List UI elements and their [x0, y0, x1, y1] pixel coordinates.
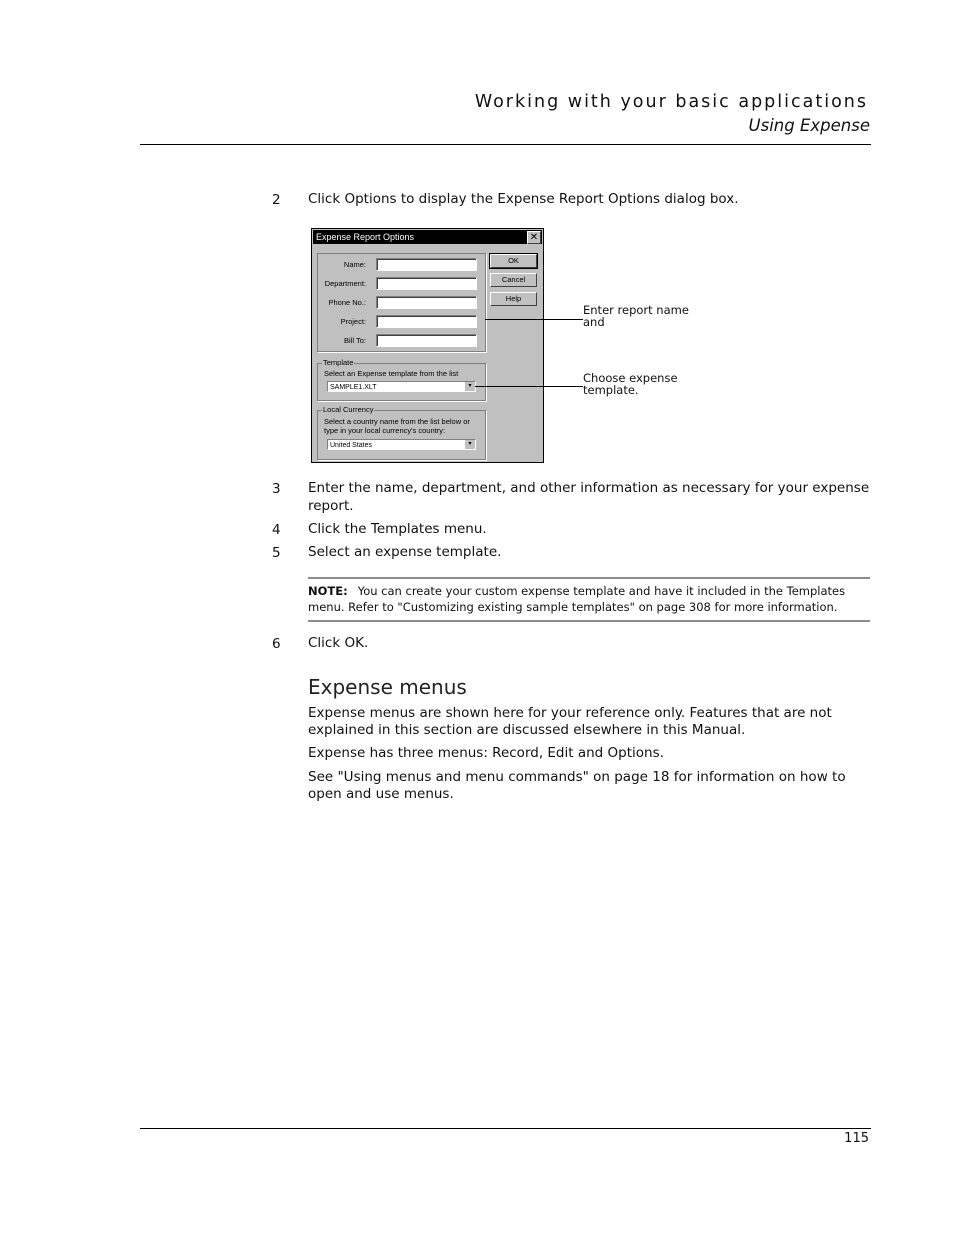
field-label-project: Project: [340, 317, 366, 326]
bill-to-field[interactable] [376, 334, 477, 347]
close-icon[interactable]: ✕ [527, 231, 541, 244]
paragraph: Expense menus are shown here for your reference only. Features that are not explained in this section are discussed elsewhere in this Manual. [308, 705, 832, 738]
paragraph: Expense has three menus: Record, Edit and Options. [308, 745, 664, 761]
step-number: 2 [272, 192, 281, 208]
step-text: Click the Templates menu. [308, 521, 487, 537]
currency-hint-line1: Select a country name from the list below or [324, 417, 470, 426]
callout-line2: template. [583, 383, 639, 397]
running-header-title: Working with your basic applications [474, 92, 868, 112]
currency-select[interactable] [327, 439, 476, 450]
note-label: NOTE: [308, 584, 348, 598]
template-select[interactable] [327, 381, 476, 392]
callout-line1: Enter report name [583, 303, 689, 317]
currency-hint-line2: type in your local currency's country: [324, 426, 446, 435]
note-rule-top [308, 577, 870, 579]
header-rule [140, 144, 871, 145]
step-number: 5 [272, 545, 281, 561]
currency-selected-value: United States [330, 442, 373, 449]
field-label-name: Name: [343, 260, 366, 269]
running-header-subtitle: Using Expense [748, 116, 870, 135]
step-number: 4 [272, 522, 281, 538]
ok-button[interactable]: OK [490, 254, 537, 268]
section-heading: Expense menus [308, 675, 467, 699]
callout-leader-line [485, 319, 583, 320]
field-label-phone: Phone No.: [328, 298, 366, 307]
name-field[interactable] [376, 258, 477, 271]
footer-rule [140, 1128, 871, 1129]
paragraph: See "Using menus and menu commands" on page 18 for information on how to open and use menus. [308, 769, 846, 802]
note-text: You can create your custom expense template and have it included in the Templates menu. Refer to "Customizing existing sample templates" on page 308 for more information. [308, 584, 846, 614]
callout-line2: and [583, 315, 605, 329]
expense-report-options-dialog [311, 228, 544, 463]
cancel-button[interactable]: Cancel [490, 273, 537, 287]
step-text: Select an expense template. [308, 544, 502, 560]
note-rule-bottom [308, 620, 870, 622]
step-text: Enter the name, department, and other information as necessary for your expense report. [308, 480, 870, 514]
template-group-label: Template [323, 358, 354, 367]
phone-field[interactable] [376, 296, 477, 309]
chevron-down-icon[interactable]: ▾ [464, 382, 475, 391]
project-field[interactable] [376, 315, 477, 328]
department-field[interactable] [376, 277, 477, 290]
callout-leader-line [475, 386, 583, 387]
step-number: 3 [272, 481, 281, 497]
field-label-department: Department: [324, 279, 366, 288]
dialog-title-bar [313, 230, 542, 244]
step-text: Click Options to display the Expense Report Options dialog box. [308, 191, 739, 207]
step-number: 6 [272, 636, 281, 652]
step-text: Click OK. [308, 635, 369, 651]
callout-report-name [583, 304, 689, 328]
dialog-title: Expense Report Options [316, 232, 415, 242]
template-hint: Select an Expense template from the list [324, 369, 459, 378]
local-currency-group-label: Local Currency [323, 405, 374, 414]
template-selected-value: SAMPLE1.XLT [330, 384, 377, 391]
page-number: 115 [844, 1131, 869, 1146]
callout-line1: Choose expense [583, 371, 678, 385]
help-button[interactable]: Help [490, 292, 537, 306]
callout-template [583, 372, 678, 396]
chevron-down-icon[interactable]: ▾ [464, 440, 475, 449]
field-label-bill-to: Bill To: [344, 336, 366, 345]
note-box [308, 583, 870, 615]
